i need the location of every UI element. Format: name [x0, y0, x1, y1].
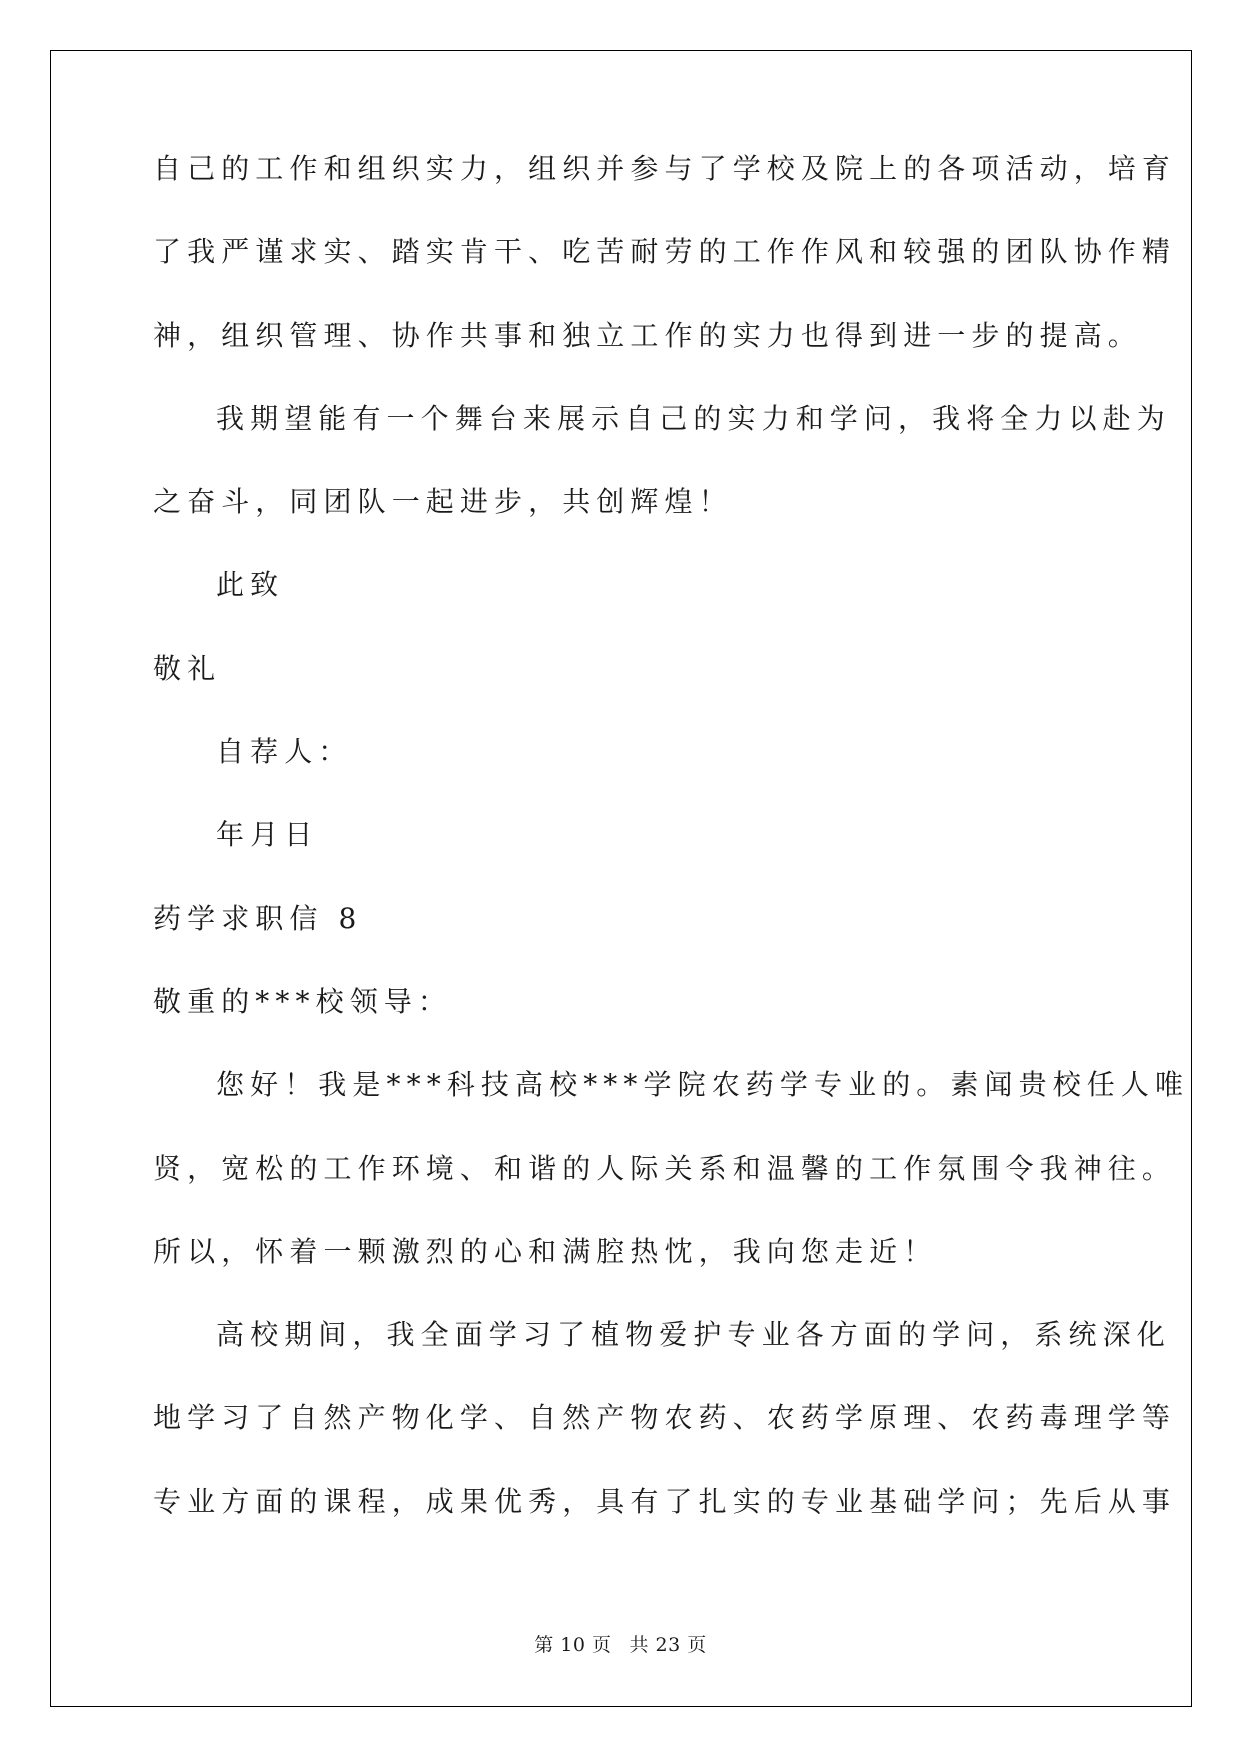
signature-label: 自荐人：	[216, 735, 353, 769]
paragraph-line: 地学习了自然产物化学、自然产物农药、农药学原理、农药毒理学等	[153, 1401, 1177, 1435]
paragraph-line: 贤，宽松的工作环境、和谐的人际关系和温馨的工作氛围令我神往。	[153, 1151, 1177, 1185]
section-title: 药学求职信 8	[153, 901, 363, 935]
paragraph-line: 自己的工作和组织实力，组织并参与了学校及院上的各项活动，培育	[153, 152, 1177, 185]
greeting: 敬重的***校领导：	[153, 984, 453, 1018]
paragraph-line: 高校期间，我全面学习了植物爱护专业各方面的学问，系统深化	[216, 1318, 1171, 1352]
paragraph-line: 您好！我是***科技高校***学院农药学专业的。素闻贵校任人唯	[216, 1068, 1190, 1102]
paragraph-line: 所以，怀着一颗激烈的心和满腔热忱，我向您走近！	[153, 1234, 938, 1268]
closing-salutation: 此致	[216, 568, 285, 602]
page-footer	[0, 1634, 1241, 1656]
closing-regards: 敬礼	[153, 651, 222, 685]
paragraph-line: 之奋斗，同团队一起进步，共创辉煌！	[153, 485, 733, 519]
page-total: 共 23 页	[629, 1634, 707, 1656]
date-label: 年月日	[216, 818, 319, 852]
paragraph-line: 专业方面的课程，成果优秀，具有了扎实的专业基础学问；先后从事	[153, 1484, 1177, 1518]
document-body	[153, 152, 1190, 1568]
paragraph-line: 了我严谨求实、踏实肯干、吃苦耐劳的工作作风和较强的团队协作精	[153, 235, 1177, 269]
paragraph-line: 神，组织管理、协作共事和独立工作的实力也得到进一步的提高。	[153, 318, 1142, 352]
paragraph-line: 我期望能有一个舞台来展示自己的实力和学问，我将全力以赴为	[216, 401, 1171, 435]
page-number: 第 10 页	[534, 1634, 612, 1656]
